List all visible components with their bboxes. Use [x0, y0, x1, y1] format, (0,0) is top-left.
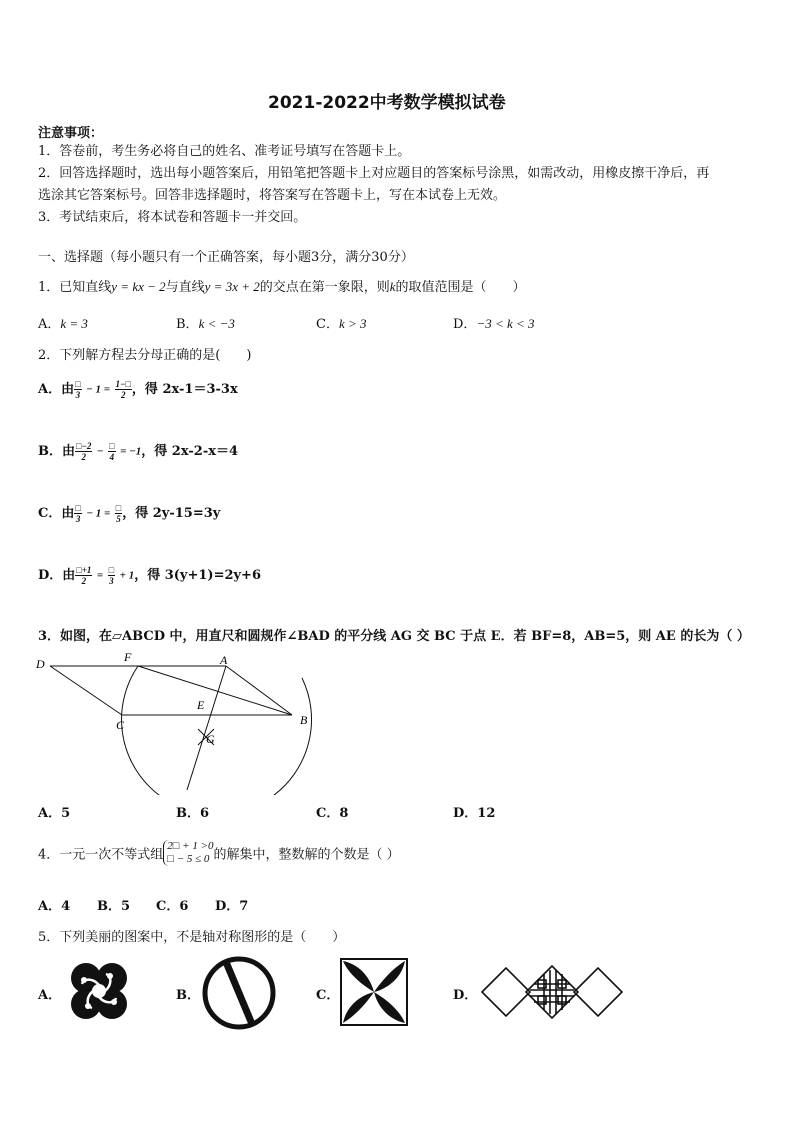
q1-line1-formula: y = kx − 2 — [111, 279, 166, 294]
fraction — [115, 379, 132, 400]
fraction — [108, 441, 115, 462]
q1-text: 的交点在第一象限，则 — [259, 280, 390, 295]
label-c: C — [116, 718, 125, 732]
math-op: − — [96, 445, 104, 458]
inequality-system — [163, 840, 213, 866]
bisector-ag — [187, 666, 226, 790]
section-heading: 一、选择题（每小题只有一个正确答案，每小题3分，满分30分） — [38, 250, 414, 265]
q1-option-b[interactable] — [176, 313, 235, 332]
q1-text: 1．已知直线 — [38, 280, 112, 295]
option-result: ，得 2y-15=3y — [122, 506, 221, 521]
question-3-stem: 3．如图，在▱ABCD 中，用直尺和圆规作∠BAD 的平分线 AG 交 BC 于点 E．若 BF=8，AB=5，则 AE 的长为（ ） — [38, 629, 750, 644]
numerator: □ — [75, 503, 81, 513]
parallelogram-figure — [30, 645, 320, 795]
q1-option-d[interactable] — [453, 313, 535, 332]
compass-arc — [122, 666, 312, 795]
segment-ab — [226, 666, 292, 715]
denominator: 4 — [109, 452, 115, 462]
label-d: D — [36, 657, 45, 671]
notice-item: 1．答卷前，考生务必将自己的姓名、准考证号填写在答题卡上。 — [38, 144, 411, 159]
denominator: 2 — [81, 452, 86, 462]
option-label: D． — [453, 317, 477, 332]
option-value: k < −3 — [198, 316, 235, 331]
q1-text: 的取值范围是（ ） — [395, 280, 526, 295]
math-op: = −1 — [120, 445, 142, 458]
q2-option-a[interactable] — [38, 378, 238, 400]
fraction — [74, 503, 81, 524]
math-op: + 1 — [119, 569, 135, 582]
segment-dc — [50, 666, 122, 715]
numerator: □ — [115, 503, 122, 513]
q1-option-c[interactable] — [316, 313, 367, 332]
chinese-knot-pattern-icon — [478, 962, 626, 1022]
numerator: □−2 — [76, 441, 92, 451]
numerator: □ — [109, 441, 115, 451]
q3-option-b[interactable]: B．6 — [176, 806, 210, 821]
option-label: A．由 — [38, 382, 75, 397]
math-op: − 1 = — [86, 383, 110, 396]
q3-option-d[interactable]: D．12 — [453, 806, 496, 821]
square-petal-pattern-icon — [340, 958, 408, 1026]
option-result: ，得 2x-2-x＝4 — [141, 444, 239, 459]
question-5-stem: 5．下列美丽的图案中，不是轴对称图形的是（ ） — [38, 930, 346, 945]
circle-slash-pattern-icon — [200, 954, 278, 1032]
page-title: 2021-2022中考数学模拟试卷 — [268, 93, 506, 113]
option-label: B． — [176, 317, 199, 332]
label-e: E — [197, 698, 205, 712]
notice-item: 2．回答选择题时，选出每小题答案后，用铅笔把答题卡上对应题目的答案标号涂黑，如需改动，用橡皮擦干净后，再 — [38, 166, 710, 181]
numerator: □+1 — [76, 565, 92, 575]
q2-option-d[interactable] — [38, 564, 261, 586]
q5-option-c[interactable]: C． — [316, 988, 340, 1003]
numerator: □ — [108, 565, 115, 575]
option-label: B．由 — [38, 444, 75, 459]
math-op: = — [96, 569, 104, 582]
denominator: 2 — [120, 390, 126, 400]
fraction — [108, 565, 115, 586]
question-2-stem: 2．下列解方程去分母正确的是( ) — [38, 348, 252, 363]
numerator: 1−□ — [115, 379, 131, 389]
q4-text: 的解集中，整数解的个数是（ ） — [213, 847, 400, 863]
four-lobe-pattern-icon — [64, 956, 134, 1026]
denominator: 3 — [75, 390, 81, 400]
option-label: A． — [38, 317, 61, 332]
option-result: ，得 2x-1＝3-3x — [131, 382, 238, 397]
q2-option-c[interactable] — [38, 502, 220, 524]
label-g: G — [206, 732, 215, 746]
denominator: 5 — [116, 514, 121, 524]
option-label: C．由 — [38, 506, 75, 521]
inequality-1: 2□ + 1 >0 — [167, 840, 214, 852]
q3-option-a[interactable]: A．5 — [38, 806, 71, 821]
inequality-2: □ − 5 ≤ 0 — [167, 853, 210, 865]
q4-option-d[interactable]: D．7 — [215, 899, 249, 914]
math-op: − 1 = — [86, 507, 111, 520]
fraction — [74, 379, 81, 400]
option-label: C． — [316, 317, 339, 332]
option-result: ，得 3(y+1)=2y+6 — [134, 568, 261, 583]
q4-option-b[interactable]: B．5 — [97, 899, 131, 914]
denominator: 3 — [75, 514, 81, 524]
fraction — [75, 441, 92, 462]
question-1-stem — [38, 276, 526, 295]
q3-option-c[interactable]: C．8 — [316, 806, 349, 821]
q5-option-a[interactable]: A． — [38, 988, 62, 1003]
q5-option-b[interactable]: B． — [176, 988, 200, 1003]
label-f: F — [124, 650, 132, 664]
notice-heading: 注意事项： — [38, 126, 104, 141]
q4-text: 4．一元一次不等式组 — [38, 847, 164, 863]
option-value: k = 3 — [60, 316, 88, 331]
q2-option-b[interactable] — [38, 440, 238, 462]
option-label: D．由 — [38, 568, 76, 583]
numerator: □ — [75, 379, 81, 389]
option-value: −3 < k < 3 — [476, 316, 535, 331]
q1-text: 与直线 — [165, 280, 205, 295]
q4-option-c[interactable]: C．6 — [156, 899, 189, 914]
notice-item: 选涂其它答案标号。回答非选择题时，将答案写在答题卡上，写在本试卷上无效。 — [38, 188, 507, 203]
segment-fb — [138, 666, 292, 715]
denominator: 2 — [81, 576, 87, 586]
denominator: 3 — [109, 576, 114, 586]
label-a: A — [220, 653, 228, 667]
q1-option-a[interactable] — [38, 313, 88, 332]
q5-option-d[interactable]: D． — [453, 988, 478, 1003]
q4-option-a[interactable]: A．4 — [38, 899, 71, 914]
label-b: B — [300, 713, 308, 727]
q1-var: k — [389, 279, 396, 294]
fraction — [75, 565, 92, 586]
option-value: k > 3 — [338, 316, 367, 331]
question-4-stem — [38, 840, 400, 866]
q1-line2-formula: y = 3x + 2 — [204, 279, 260, 294]
notice-item: 3．考试结束后，将本试卷和答题卡一并交回。 — [38, 210, 307, 225]
